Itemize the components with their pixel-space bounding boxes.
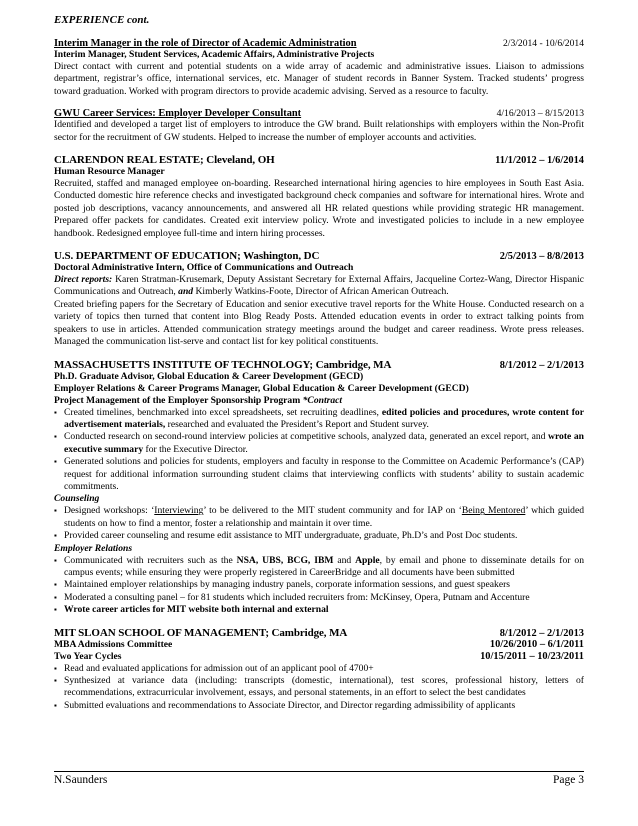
- entry-subtitle: Doctoral Administrative Intern, Office of Communications and Outreach: [54, 262, 354, 274]
- list-item: ▪ Conducted research on second-round interview policies at competitive schools, analyzed data, generated an excel report, and wrote an executive summary for the Executive Director.: [54, 431, 584, 456]
- page-footer: [54, 774, 584, 786]
- page-number: Page 3: [553, 774, 584, 786]
- entry-header: [54, 359, 584, 371]
- entry-body: Identified and developed a target list of employers to introduce the GW brand. Built relationships with employers within the Non-Profit sector for the recruitment of GW students. Helped to increase the number of employer accounts and activities.: [54, 119, 584, 143]
- entry-subtitle: Two Year Cycles: [54, 650, 122, 662]
- entry-subheader: [54, 651, 584, 663]
- entry-clarendon: [54, 154, 584, 240]
- entry-dates: 2/5/2013 – 8/8/2013: [499, 251, 584, 263]
- entry-header: [54, 108, 584, 119]
- list-item: ▪ Provided career counseling and resume edit assistance to MIT undergraduate, graduate, Ph.D’s and Post Doc students.: [54, 530, 584, 542]
- contract-note: *Contract: [300, 394, 343, 406]
- entry-body: Direct contact with current and potential students on a wide array of academic and administrative issues. Liaison to admissions department, registrar’s office, international services, etc. Manager of student records in Banner System. Tracked students’ progress toward graduation. Worked with program directors to provide academic advising. Served as a resource to faculty.: [54, 61, 584, 97]
- direct-reports-label: Direct reports:: [54, 274, 113, 286]
- footer-divider: [54, 771, 584, 772]
- entry-header: [54, 627, 584, 639]
- list-item: ▪ Read and evaluated applications for admission out of an applicant pool of 4700+: [54, 663, 584, 675]
- bullet-list: [54, 505, 584, 542]
- entry-title: CLARENDON REAL ESTATE; Cleveland, OH: [54, 154, 275, 167]
- entry-subheader: [54, 639, 584, 651]
- entry-body: Created briefing papers for the Secretary of Education and senior executive travel reports for the White House. Conducted research on a variety of topics then turned that content into Blog Ready Posts. Attended education events in order to extract talking points from speakers to use in articles. Attended communication strategy meetings around the budget and career readiness. Wrote press releases. Managed the communication list-serve and contact list for key political constituents.: [54, 298, 584, 348]
- bullet-list: [54, 407, 584, 494]
- entry-title: MASSACHUSETTS INSTITUTE OF TECHNOLOGY; Cambridge, MA: [54, 358, 392, 371]
- entry-mit-sloan: [54, 627, 584, 713]
- list-item: ▪ Moderated a consulting panel – for 81 students which included recruiters from: McKinsey, Opera, Putnam and Accenture: [54, 592, 584, 604]
- entry-header: [54, 154, 584, 166]
- list-item: ▪ Maintained employer relationships by managing industry panels, corporate information sessions, and guest speakers: [54, 579, 584, 591]
- footer-author: N.Saunders: [54, 774, 108, 786]
- entry-subtitle: Ph.D. Graduate Advisor, Global Education & Career Development (GECD): [54, 370, 364, 382]
- list-item: ▪ Synthesized at variance data (including: transcripts (domestic, international), test scores, professional history, letters of recommendations, extracurricular involvement, essays, and personal statements, in an effort to select the best candidates: [54, 675, 584, 700]
- entry-title: U.S. DEPARTMENT OF EDUCATION; Washington, DC: [54, 250, 320, 263]
- subtitle-text: Project Management of the Employer Sponsorship Program: [54, 394, 301, 406]
- list-item: ▪ Designed workshops: ‘Interviewing’ to be delivered to the MIT student community and for IAP on ‘Being Mentored’ which guided students on how to find a mentor, foster a relationship and maintain it over time.: [54, 505, 584, 530]
- counseling-heading: Counseling: [54, 493, 100, 505]
- entry-dates: 4/16/2013 – 8/15/2013: [496, 108, 584, 120]
- entry-dept-education: [54, 250, 584, 348]
- entry-body: Recruited, staffed and managed employee on-boarding. Researched international hiring agencies to hire employees in South East Asia. Conducted domestic hire reference checks and investigated background check companies and software for international hires. Wrote and posted job descriptions, vacancy announcements, and answered all HR related questions while providing strategic HR management. Prepared offer packets for candidates. Created exit interview policy. Wrote and investigated policies to include in a new employee handbook. Redesigned employee full-time and intern hiring processes.: [54, 178, 584, 239]
- direct-reports: [54, 274, 584, 299]
- list-item: ▪ Communicated with recruiters such as the NSA, UBS, BCG, IBM and Apple, by email and phone to disseminate details for on campus events; while ensuring they were properly registered in CareerBridge and all documents have been submitted: [54, 555, 584, 580]
- entry-interim-manager: [54, 38, 584, 98]
- entry-subtitle: Interim Manager, Student Services, Academic Affairs, Administrative Projects: [54, 49, 375, 60]
- section-title: EXPERIENCE cont.: [54, 14, 150, 26]
- entry-dates: 8/1/2012 – 2/1/2013: [499, 627, 584, 639]
- entry-title: MIT SLOAN SCHOOL OF MANAGEMENT; Cambridge, MA: [54, 626, 348, 639]
- employer-relations-heading: Employer Relations: [54, 542, 133, 554]
- entry-subtitle-dates: 10/15/2011 – 10/23/2011: [480, 650, 584, 662]
- list-item: ▪ Generated solutions and policies for students, employers and faculty in response to the Committee on Academic Performance’s (CAP) request for additional information surrounding student claims that interviewing conflicts with students’ ability to sustain academic commitments.: [54, 456, 584, 493]
- bullet-list: [54, 663, 584, 713]
- entry-dates: 2/3/2014 - 10/6/2014: [502, 38, 584, 49]
- entry-subtitle: Human Resource Manager: [54, 166, 165, 178]
- entry-dates: 11/1/2012 – 1/6/2014: [495, 155, 584, 167]
- entry-subtitle: MBA Admissions Committee: [54, 638, 173, 650]
- direct-reports-text: Karen Stratman-Krusemark, Deputy Assistant Secretary for External Affairs, Jacqueline Cortez-Wang, Director Hispanic Communications and Outreach,: [54, 274, 584, 298]
- entry-subtitle: Employer Relations & Career Programs Manager, Global Education & Career Development (GECD): [54, 382, 469, 394]
- entry-subtitle: [54, 395, 584, 407]
- list-item: ▪ Submitted evaluations and recommendations to Associate Director, and Director regarding admissibility of applicants: [54, 700, 584, 712]
- direct-reports-and: and: [178, 286, 194, 298]
- entry-header: [54, 38, 584, 49]
- entry-dates: 8/1/2012 – 2/1/2013: [499, 359, 584, 371]
- direct-reports-text-2: Kimberly Watkins-Foote, Director of African American Outreach.: [193, 286, 449, 298]
- entry-header: [54, 250, 584, 262]
- entry-title: Interim Manager in the role of Director of Academic Administration: [54, 38, 357, 49]
- resume-page: [54, 14, 584, 719]
- bullet-list: [54, 555, 584, 617]
- list-item: ▪ Created timelines, benchmarked into excel spreadsheets, set recruiting deadlines, edited policies and procedures, wrote content for advertisement materials, researched and evaluated the President’s Report and Student survey.: [54, 407, 584, 432]
- entry-title: GWU Career Services: Employer Developer Consultant: [54, 108, 302, 120]
- entry-subtitle-dates: 10/26/2010 – 6/1/2011: [489, 638, 584, 650]
- entry-mit: [54, 359, 584, 617]
- entry-gwu: [54, 108, 584, 144]
- list-item: ▪ Wrote career articles for MIT website both internal and external: [54, 604, 584, 616]
